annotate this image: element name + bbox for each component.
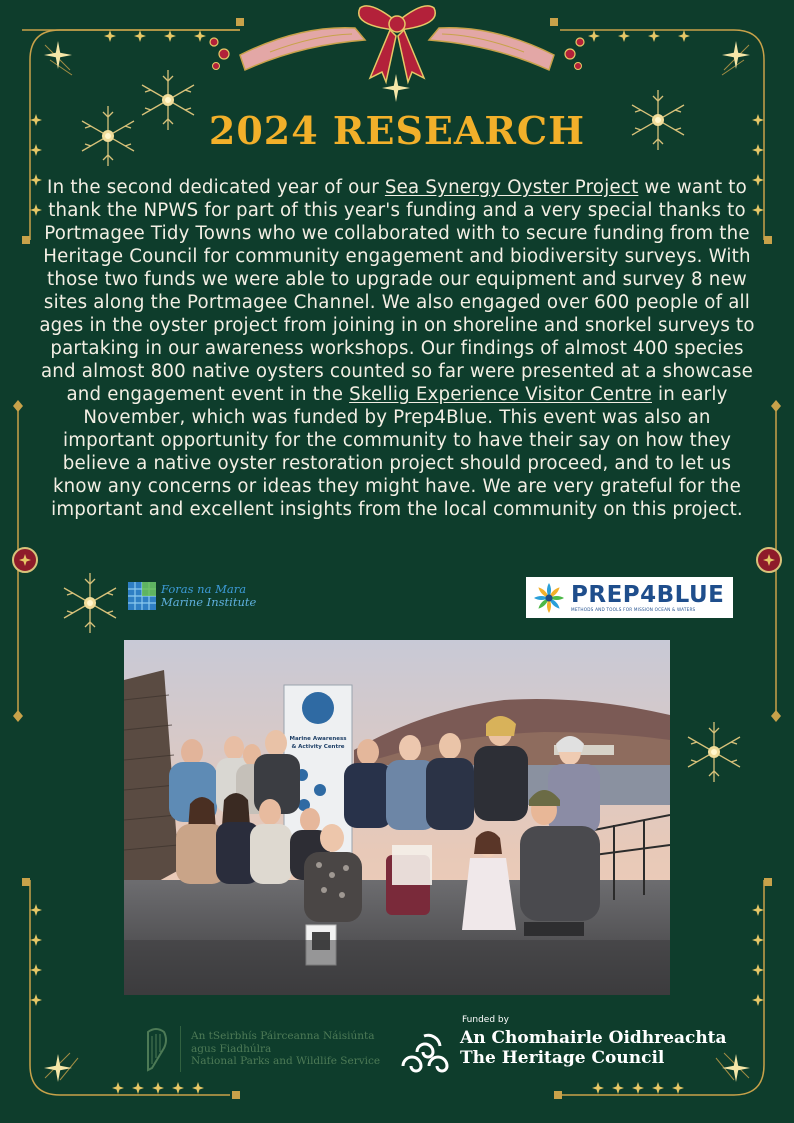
marine-institute-logo <box>128 580 268 612</box>
npws-irish-line-1: An tSeirbhís Páirceanna Náisiúnta <box>191 1030 375 1043</box>
prep4blue-tagline: METHODS AND TOOLS FOR MISSION OCEAN & WATERS <box>571 607 696 612</box>
foras-na-mara-text: Foras na Mara <box>161 582 247 596</box>
group-photo <box>124 640 670 995</box>
heritage-council-logo <box>394 1014 727 1078</box>
banner-text-2: & Activity Centre <box>291 744 345 750</box>
body-text-part-1: In the second dedicated year of our <box>47 177 385 198</box>
npws-logo <box>144 1022 384 1076</box>
body-paragraph <box>38 176 756 521</box>
body-text-part-2: we want to thank the NPWS for part of this year's funding and a very special thanks to Portmagee Tidy Towns who we collaborated with to secure funding from the Heritage Council for community engagement and biodiversity surveys. With those two funds we were able to upgrade our equipment and survey 8 new sites along the Portmagee Channel. We also engaged over 600 people of all ages in the oyster project from joining in on shoreline and snorkel surveys to partaking in our awareness workshops. Our findings of almost 400 species and almost 800 native oysters counted so far were presented at a showcase and engagement event in the <box>39 177 755 405</box>
body-text-part-3: in early November, which was funded by Prep4Blue. This event was also an important opportunity for the community to have their say on how they believe a native oyster restoration project should proceed, and to let us know any concerns or ideas they might have. We are very grateful for the important and excellent insights from the local community on this project. <box>51 384 743 520</box>
sea-synergy-oyster-project-link[interactable]: Sea Synergy Oyster Project <box>384 177 639 198</box>
prep4blue-icon <box>532 581 566 615</box>
npws-irish-line-2: agus Fiadhúlra <box>191 1042 272 1055</box>
heritage-council-english-name: The Heritage Council <box>460 1048 665 1068</box>
marine-institute-text: Marine Institute <box>161 595 257 609</box>
community-group-photo <box>124 640 670 995</box>
funded-by-label: Funded by <box>462 1015 509 1025</box>
banner-text-1: Marine Awareness <box>289 736 347 742</box>
npws-english-name: National Parks and Wildlife Service <box>191 1055 381 1068</box>
triskele-icon <box>394 1022 456 1084</box>
prep4blue-wordmark: PREP4BLUE <box>571 582 725 608</box>
harp-icon <box>144 1026 170 1072</box>
marine-institute-icon <box>128 582 156 610</box>
page-title: 2024 RESEARCH <box>208 108 586 153</box>
heritage-council-irish-name: An Chomhairle Oidhreachta <box>460 1028 727 1048</box>
prep4blue-logo <box>526 577 733 618</box>
skellig-experience-link[interactable]: Skellig Experience Visitor Centre <box>349 384 652 405</box>
